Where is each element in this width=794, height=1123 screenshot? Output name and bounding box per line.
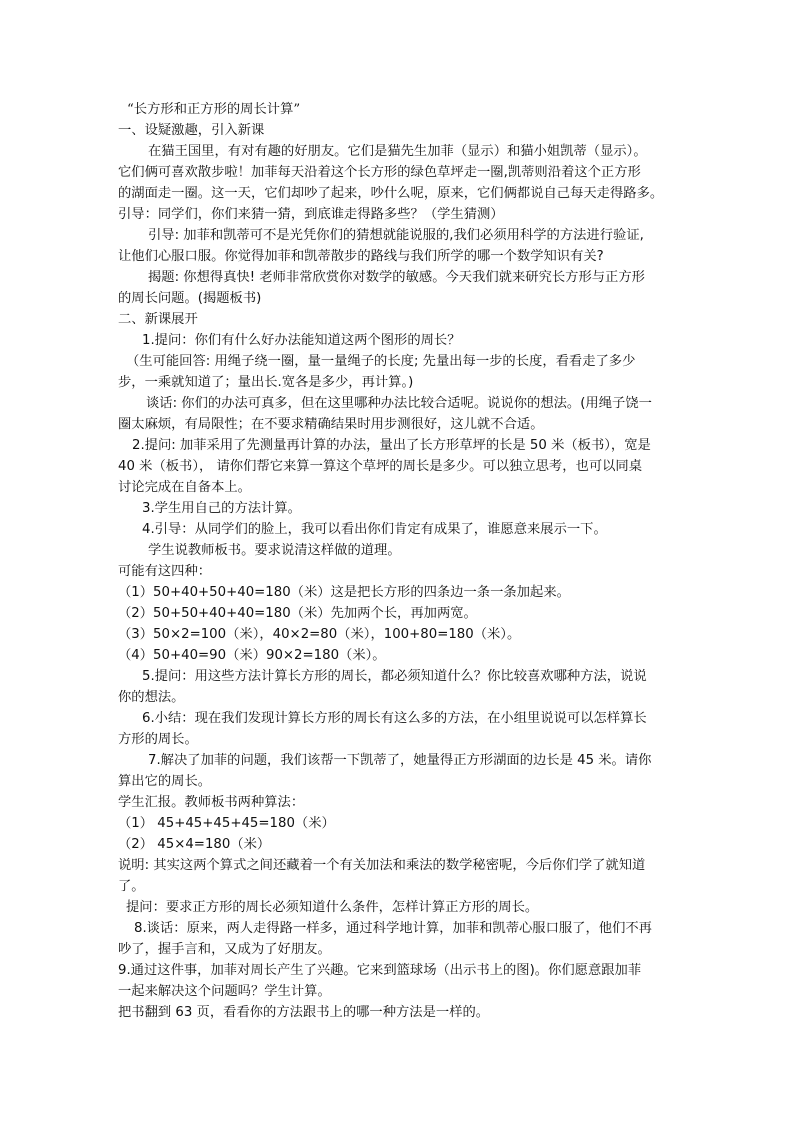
text-line: 9.通过这件事，加菲对周长产生了兴趣。它来到篮球场（出示书上的图)。你们愿意跟加菲 xyxy=(118,963,642,978)
text-line: 提问：要求正方形的周长必须知道什么条件，怎样计算正方形的周长。 xyxy=(126,900,539,915)
text-line: 说明: 其实这两个算式之间还藏着一个有关加法和乘法的数学秘密呢，今后你们学了就知道 xyxy=(118,858,646,873)
text-line: 算出它的周长。 xyxy=(118,774,212,789)
text-line: 40 米（板书）， 请你们帮它来算一算这个草坪的周长是多少。可以独立思考，也可以同桌 xyxy=(118,459,643,474)
text-line: 方形的周长。 xyxy=(118,732,198,747)
text-line: 学生说教师板书。要求说清这样做的道理。 xyxy=(148,543,401,558)
text-line: 4.引导：从同学们的脸上，我可以看出你们肯定有成果了，谁愿意来展示一下。 xyxy=(142,522,607,537)
text-line: 2.提问: 加菲采用了先测量再计算的办法，量出了长方形草坪的长是 50 米（板书），宽是 xyxy=(132,438,651,453)
text-line: 5.提问：用这些方法计算长方形的周长，都必须知道什么？你比较喜欢哪种方法，说说 xyxy=(142,669,647,684)
text-line: 引导: 加菲和凯蒂可不是光凭你们的猜想就能说服的,我们必须用科学的方法进行验证, xyxy=(148,228,644,243)
text-line: 吵了，握手言和，又成为了好朋友。 xyxy=(118,942,331,957)
text-line: 引导：同学们，你们来猜一猜，到底谁走得路多些？（学生猜测） xyxy=(118,207,504,222)
text-line: （生可能回答: 用绳子绕一圈，量一量绳子的长度; 先量出每一步的长度，看看走了多少 xyxy=(126,354,636,369)
text-line: 步，一乘就知道了；量出长.宽各是多少，再计算。) xyxy=(118,375,414,390)
text-line: 了。 xyxy=(118,879,145,894)
text-line: （2）50+50+40+40=180（米）先加两个长，再加两宽。 xyxy=(118,606,477,621)
text-line: 的周长问题。(揭题板书) xyxy=(118,291,262,306)
text-line: （1） 45+45+45+45=180（米） xyxy=(118,816,335,831)
text-line: 学生汇报。教师板书两种算法： xyxy=(118,795,305,810)
text-line: 让他们心服口服。你觉得加菲和凯蒂散步的路线与我们所学的哪一个数学知识有关? xyxy=(118,249,604,264)
text-line: 一起来解决这个问题吗？学生计算。 xyxy=(118,984,331,999)
text-line: （4）50+40=90（米）90×2=180（米）。 xyxy=(118,648,386,663)
document-body xyxy=(118,99,684,1023)
text-line: 7.解决了加菲的问题，我们该帮一下凯蒂了，她量得正方形湖面的边长是 45 米。请你 xyxy=(148,753,652,768)
text-line: 3.学生用自己的方法计算。 xyxy=(142,501,301,516)
text-line: 它们俩可喜欢散步啦！加菲每天沿着这个长方形的绿色草坪走一圈,凯蒂则沿着这个正方形 xyxy=(118,165,641,180)
text-line: 讨论完成在自备本上。 xyxy=(118,480,251,495)
text-line: 一、设疑激趣，引入新课 xyxy=(118,123,265,138)
text-line: 把书翻到 63 页，看看你的方法跟书上的哪一种方法是一样的。 xyxy=(118,1005,490,1020)
text-line: 揭题: 你想得真快! 老师非常欣赏你对数学的敏感。今天我们就来研究长方形与正方形 xyxy=(148,270,645,285)
text-line: 8.谈话：原来，两人走得路一样多，通过科学地计算，加菲和凯蒂心服口服了，他们不再 xyxy=(134,921,652,936)
text-line: （2） 45×4=180（米） xyxy=(118,837,271,852)
text-line: 二、新课展开 xyxy=(118,312,198,327)
document-title: “长方形和正方形的周长计算” xyxy=(127,102,301,117)
text-line: （1）50+40+50+40=180（米）这是把长方形的四条边一条一条加起来。 xyxy=(118,585,570,600)
text-line: 可能有这四种： xyxy=(118,564,212,579)
text-line: 的湖面走一圈。这一天，它们却吵了起来，吵什么呢，原来，它们俩都说自己每天走得路多。 xyxy=(118,186,664,201)
text-line: （3）50×2=100（米），40×2=80（米），100+80=180（米）。 xyxy=(118,627,521,642)
text-line: 6.小结：现在我们发现计算长方形的周长有这么多的方法，在小组里说说可以怎样算长 xyxy=(142,711,647,726)
text-line: 圈太麻烦，有局限性；在不要求精确结果时用步测很好，这儿就不合适。 xyxy=(118,417,544,432)
text-line: 在猫王国里，有对有趣的好朋友。它们是猫先生加菲（显示）和猫小姐凯蒂（显示）。 xyxy=(148,144,647,159)
text-line: 你的想法。 xyxy=(118,690,185,705)
text-line: 1.提问：你们有什么好办法能知道这两个图形的周长？ xyxy=(142,333,461,348)
text-line: 谈话: 你们的办法可真多，但在这里哪种办法比较合适呢。说说你的想法。(用绳子饶一 xyxy=(146,396,652,411)
